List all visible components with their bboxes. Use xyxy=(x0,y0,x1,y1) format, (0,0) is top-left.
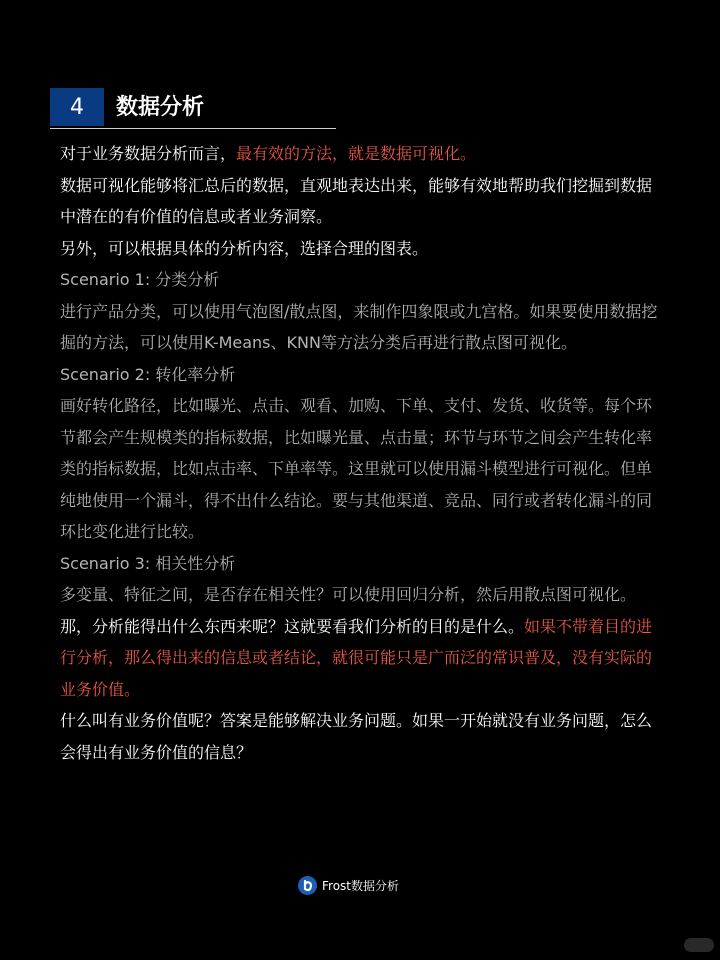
paragraph xyxy=(60,611,664,706)
paragraph-text: Scenario 3: 相关性分析 xyxy=(60,553,236,573)
section-header xyxy=(50,88,336,129)
paragraph xyxy=(60,548,664,580)
paragraph-text: 另外，可以根据具体的分析内容，选择合理的图表。 xyxy=(60,238,429,258)
paragraph xyxy=(60,233,664,265)
paragraph-text: 那，分析能得出什么东西来呢？这就要看我们分析的目的是什么。 xyxy=(60,616,525,636)
paragraph xyxy=(60,138,664,170)
article-body xyxy=(60,138,664,768)
paragraph xyxy=(60,170,664,233)
paragraph xyxy=(60,579,664,611)
footer-brand-name: Frost数据分析 xyxy=(322,879,399,893)
paragraph-text: 对于业务数据分析而言， xyxy=(60,144,237,163)
highlighted-text: 如果不带着目的进行分析，那么得出来的信息或者结论，就很可能只是广而泛的常识普及，没有实际的业务价值。 xyxy=(60,616,653,699)
highlighted-text: 最有效的方法，就是数据可视化。 xyxy=(236,144,477,163)
paragraph xyxy=(60,705,664,768)
paragraph-text: 画好转化路径，比如曝光、点击、观看、加购、下单、支付、发货、收货等。每个环节都会产生规模类的指标数据，比如曝光量、点击量；环节与环节之间会产生转化率类的指标数据，比如点击率、下单率等。这里就可以使用漏斗模型进行可视化。但单纯地使用一个漏斗，得不出什么结论。要与其他渠道、竞品、同行或者转化漏斗的同环比变化进行比较。 xyxy=(60,396,653,541)
paragraph-text: 进行产品分类，可以使用气泡图/散点图，来制作四象限或九宫格。如果要使用数据挖掘的方法，可以使用K-Means、KNN等方法分类后再进行散点图可视化。 xyxy=(60,301,658,352)
paragraph-text: 多变量、特征之间，是否存在相关性？可以使用回归分析，然后用散点图可视化。 xyxy=(60,585,637,604)
section-number: 4 xyxy=(70,94,84,120)
section-title: 数据分析 xyxy=(116,95,205,120)
footer-brand xyxy=(298,876,399,895)
paragraph-text: Scenario 1: 分类分析 xyxy=(60,270,220,289)
paragraph xyxy=(60,296,664,359)
paragraph xyxy=(60,264,664,296)
paragraph xyxy=(60,359,664,391)
paragraph-text: 什么叫有业务价值呢？答案是能够解决业务问题。如果一开始就没有业务问题，怎么会得出有业务价值的信息？ xyxy=(60,711,653,762)
brand-logo-icon xyxy=(298,876,317,895)
paragraph-text: Scenario 2: 转化率分析 xyxy=(60,364,236,384)
watermark-badge xyxy=(684,938,714,952)
paragraph-text: 数据可视化能够将汇总后的数据，直观地表达出来，能够有效地帮助我们挖掘到数据中潜在的有价值的信息或者业务洞察。 xyxy=(60,175,653,226)
paragraph xyxy=(60,390,664,548)
section-number-badge xyxy=(50,88,104,126)
